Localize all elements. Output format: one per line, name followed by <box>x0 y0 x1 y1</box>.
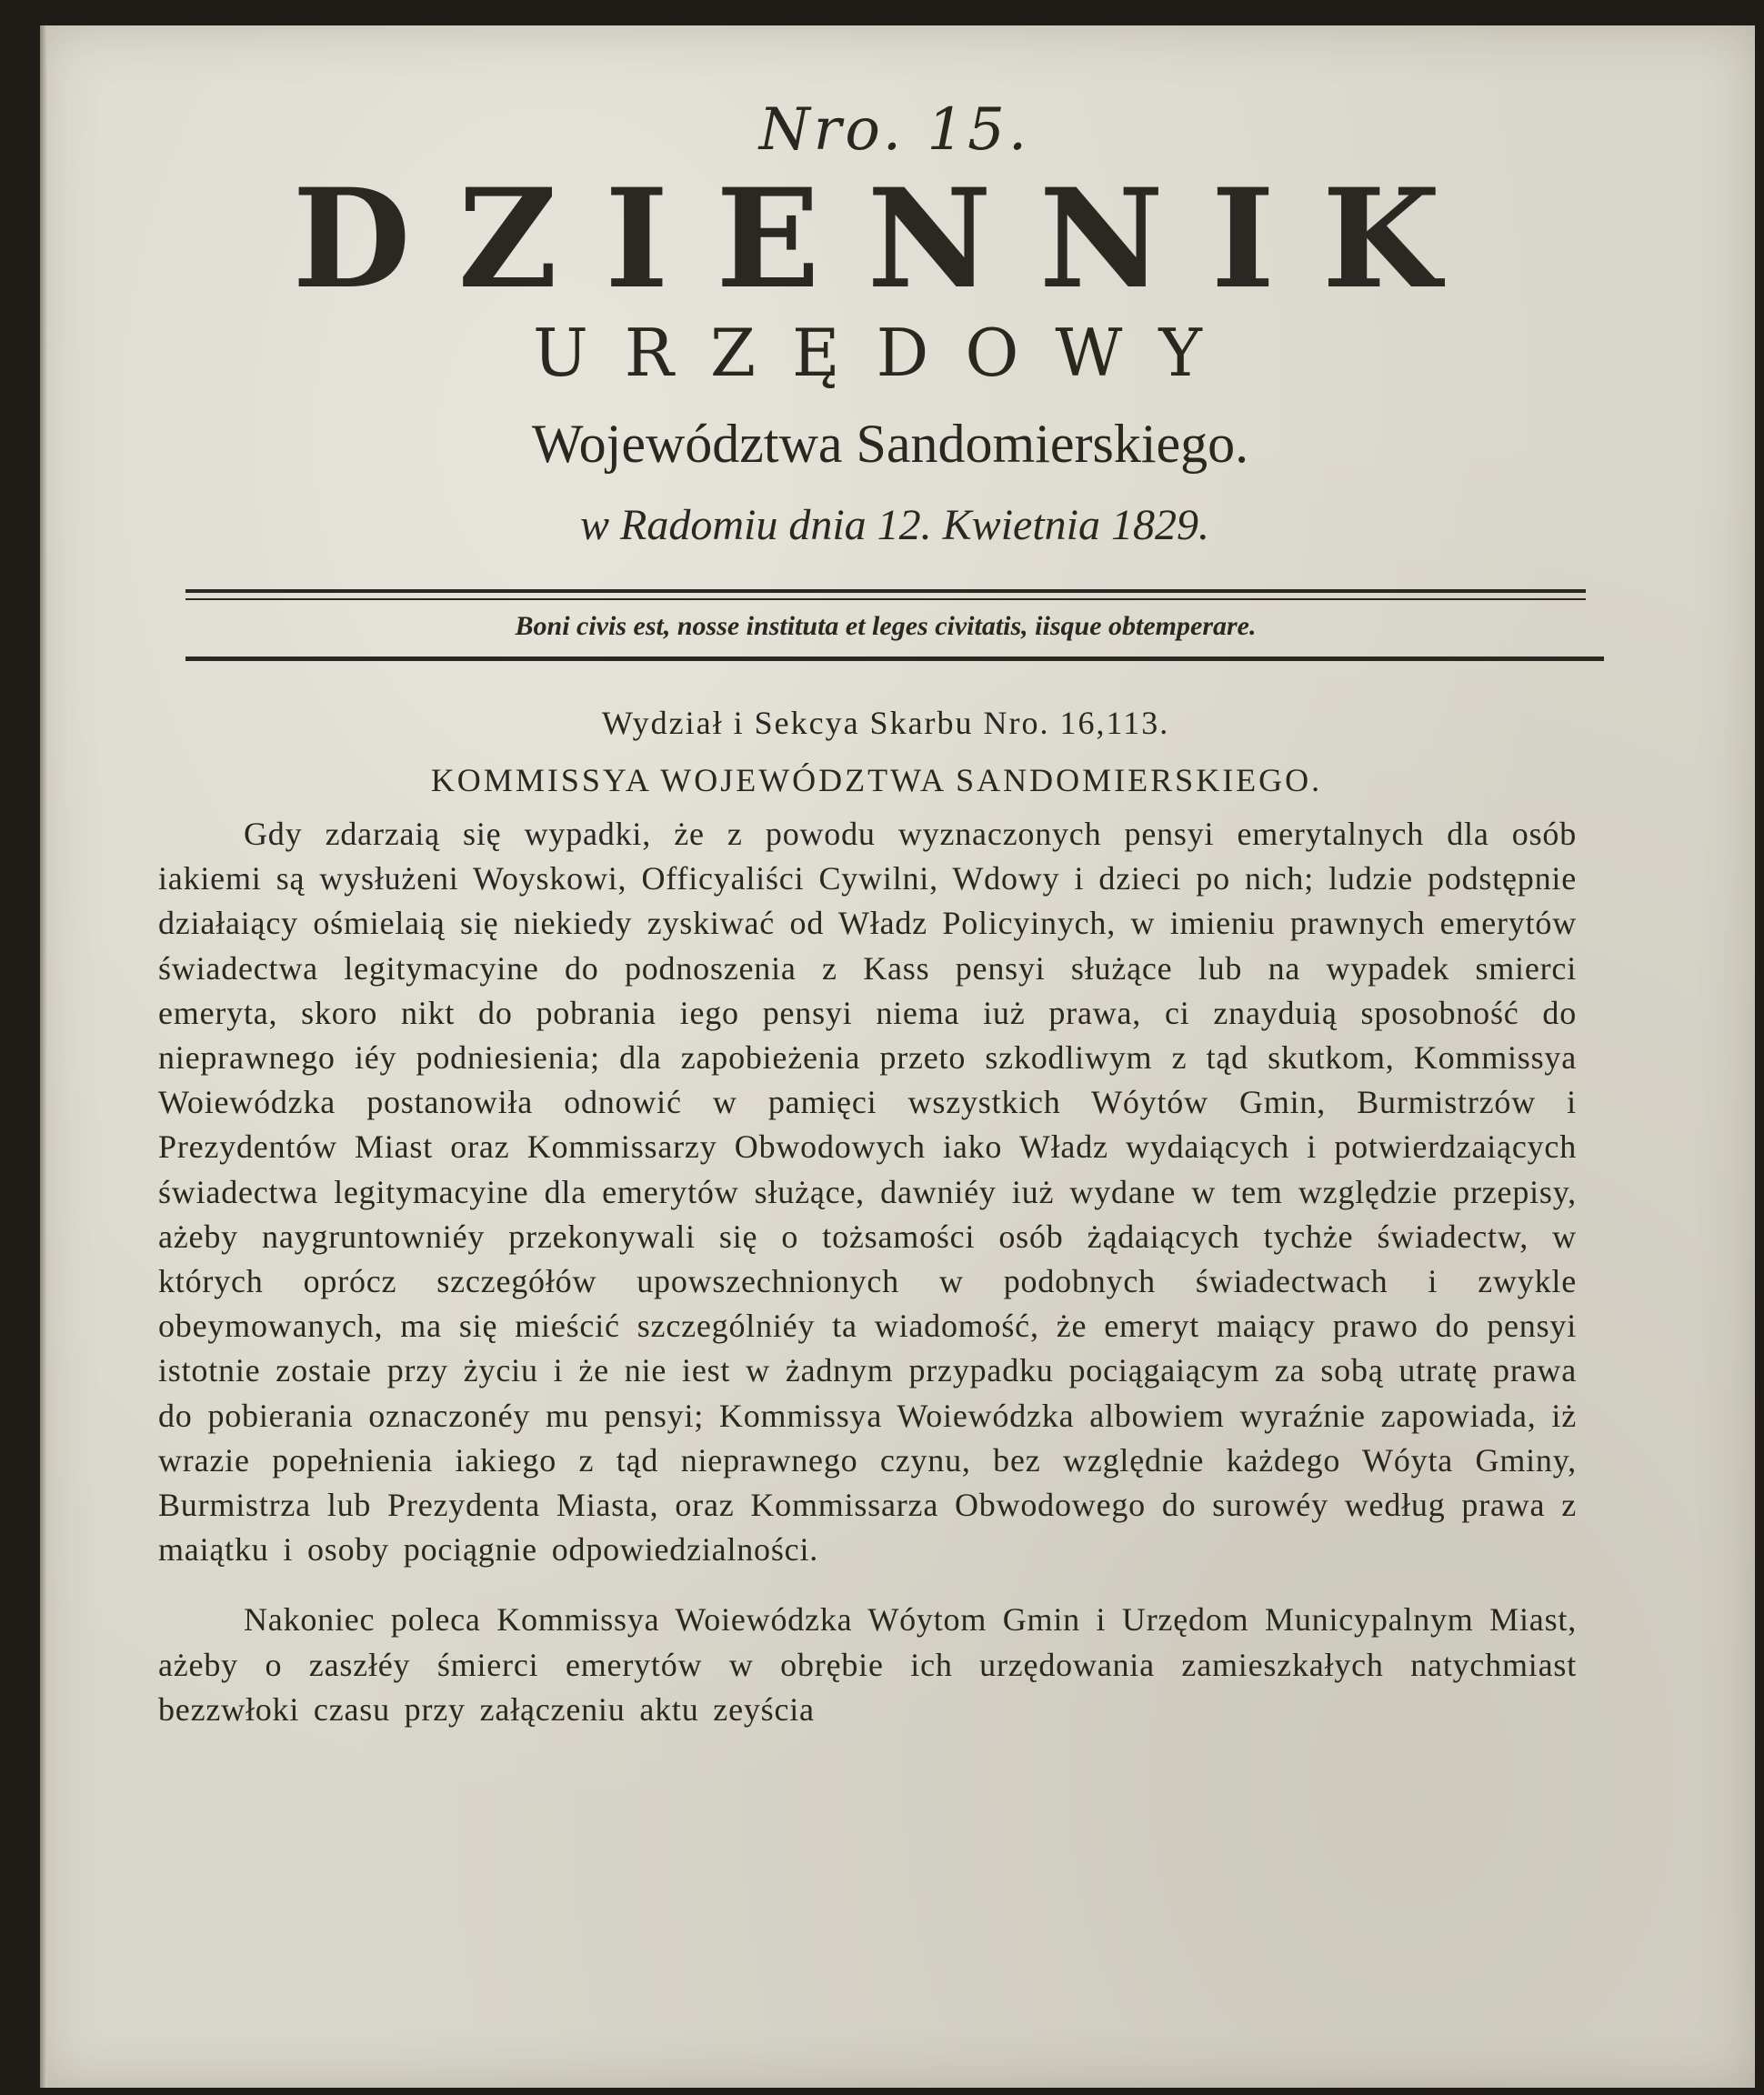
page-edge-shadow <box>40 25 47 2088</box>
masthead-region: Województwa Sandomierskiego. <box>531 414 1249 474</box>
page-content <box>158 89 1577 1732</box>
department-heading: Wydział i Sekcya Skarbu Nro. 16,113. <box>601 705 1170 741</box>
masthead-title: DZIENNIK <box>292 159 1488 319</box>
issue-number: Nro. 15. <box>758 96 1031 164</box>
masthead-subtitle: URZĘDOWY <box>533 315 1238 391</box>
latin-motto: Boni civis est, nosse instituta et leges civitatis, iisque obtemperare. <box>515 611 1257 641</box>
notice-paragraph-2: Nakoniec poleca Kommissya Woiewódzka Wóytom Gmin i Urzędom Municypalnym Miast, ażeby o zaszłéy śmierci emerytów w obrębie ich urzędowania zamieszkałych natychmiast bezzwłoki czasu przy załączeniu aktu zeyścia <box>158 1601 1577 1728</box>
newspaper-page <box>40 25 1755 2088</box>
top-rule-divider <box>185 589 1586 600</box>
authority-heading: KOMMISSYA WOJEWÓDZTWA SANDOMIERSKIEGO. <box>430 762 1323 798</box>
notice-paragraph-1: Gdy zdarzaią się wypadki, że z powodu wyznaczonych pensyi emerytalnych dla osób iakiemi są wysłużeni Woyskowi, Officyaliści Cywilni, Wdowy i dzieci po nich; ludzie podstępnie działaiący ośmielaią się niekiedy zyskiwać od Władz Policyinych, w imieniu prawnych emerytów świadectwa legitymacyine do podnoszenia z Kass pensyi służące lub na wypadek smierci emeryta, skoro nikt do pobrania iego pensyi niema iuż prawa, ci znayduią sposobność do nieprawnego iéy podniesienia; dla zapobieżenia przeto szkodliwym z tąd skutkom, Kommissya Woiewódzka postanowiła odnowić w pamięci wszystkich Wóytów Gmin, Burmistrzów i Prezydentów Miast oraz Kommissarzy Obwodowych iako Władz wydaiących i potwierdzaiących świadectwa legitymacyine dla emerytów służące, dawniéy iuż wydane w tem względzie przepisy, ażeby naygruntowniéy przekonywali się o tożsamości osób żądaiących tychże świadectw, w których oprócz szczegółów upowszechnionych w podobnych świadectwach i zwykle obeymowanych, ma się mieścić szczególniéy ta wiadomość, że emeryt maiący prawo do pensyi istotnie zostaie przy życiu i że nie iest w żadnym przypadku pociągaiącym za sobą utratę prawa do pobierania oznaczonéy mu pensyi; Kommissya Woiewódzka albowiem wyraźnie zapowiada, iż wrazie popełnienia iakiego z tąd nieprawnego czynu, bez względnie każdego Wóyta Gminy, Burmistrza lub Prezydenta Miasta, oraz Kommissarza Obwodowego do surowéy według prawa z maiątku i osoby pociągnie odpowiedzialności. <box>158 816 1577 1569</box>
dateline: w Radomiu dnia 12. Kwietnia 1829. <box>579 501 1209 549</box>
bottom-rule-divider <box>185 657 1604 661</box>
